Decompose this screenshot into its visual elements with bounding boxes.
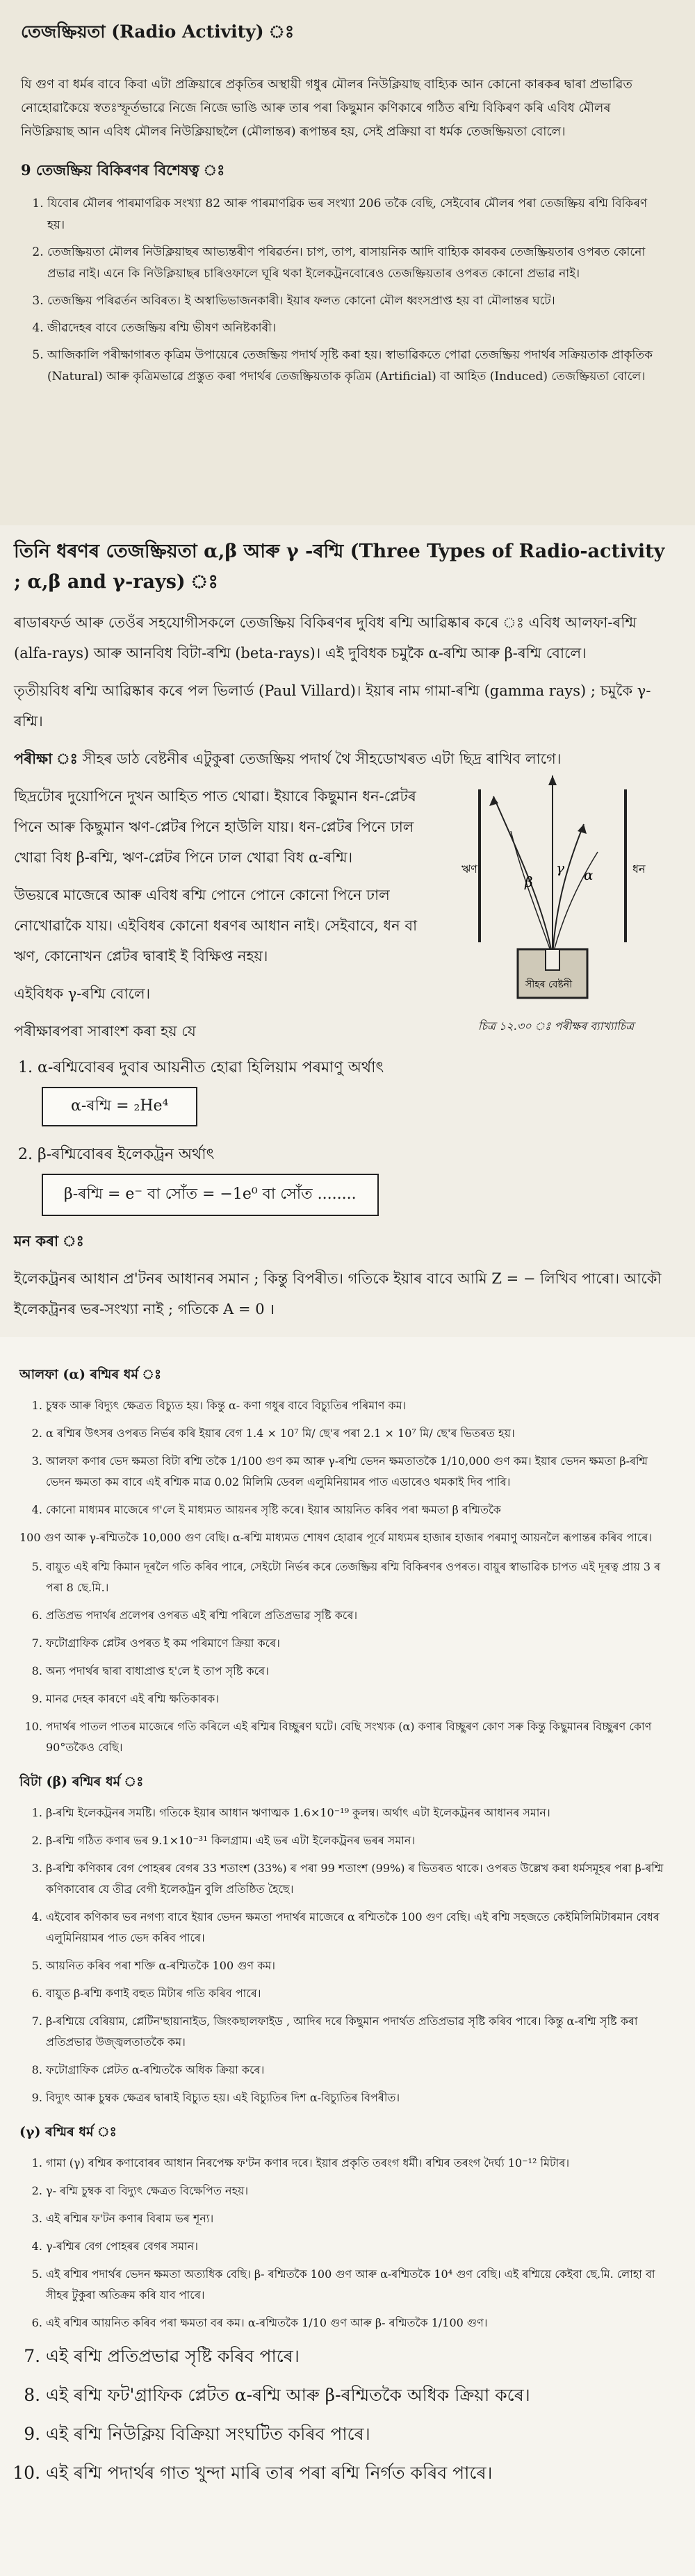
list-item: 3. আলফা কণাৰ ভেদ ক্ষমতা বিটা ৰশ্মি তকৈ 1/100 গুণ কম আৰু γ-ৰশ্মি ভেদন ক্ষমতাতকৈ 1/10,000 গুণ কম। ইয়াৰ ভেদন ক্ষমতা β-ৰশ্মি ভেদন ক্ষমতা কম বাবে এই ৰশ্মিক মাত্ৰ 0.02 মিলিমি ডেবল এলুমিনিয়ামৰ পাত এডাৰেও থমকাই দিব পাৰি।: [46, 1451, 667, 1493]
list-item: 7. এই ৰশ্মি প্ৰতিপ্ৰভাৱ সৃষ্টি কৰিব পাৰে।: [46, 2340, 667, 2372]
list-item: 8. অন্য পদাৰ্থৰ দ্বাৰা বাধাপ্ৰাপ্ত হ'লে ই তাপ সৃষ্টি কৰে।: [46, 1661, 667, 1682]
deflection-paragraph: ছিদ্ৰটোৰ দুয়োপিনে দুখন আহিত পাত থোৱা। ইয়াৰে কিছুমান ধন-প্লেটৰ পিনে আৰু কিছুমান ঋণ-প্লেটৰ পিনে হাউলি যায়। ধন-প্লেটৰ পিনে ঢাল খোৱা বিধ β-ৰশ্মি, ঋণ-প্লেটৰ পিনে ঢাল খোৱা বিধ α-ৰশ্মি।: [14, 788, 416, 866]
list-item: 5. আয়নিত কৰিব পৰা শক্তি α-ৰশ্মিতকৈ 100 গুণ কম।: [46, 1955, 667, 1976]
gamma-label: γ: [556, 860, 564, 876]
list-item: 4. এইবোৰ কণিকাৰ ভৰ নগণ্য বাবে ইয়াৰ ভেদন ক্ষমতা পদাৰ্থৰ মাজেৰে α ৰশ্মিতকৈ 100 গুণ বেছি। এই ৰশ্মি সহজতে কেইমিলিমিটাৰমান বেধৰ এলুমিনিয়ামৰ পাত ভেদ কৰিব পাৰে।: [46, 1907, 667, 1949]
beta-properties-heading: বিটা (β) ৰশ্মিৰ ধৰ্ম ঃ: [19, 1774, 144, 1789]
list-item: 9. এই ৰশ্মি নিউক্লিয় বিক্ৰিয়া সংঘটিত কৰিব পাৰে।: [46, 2418, 667, 2450]
list-item: 10. পদাৰ্থৰ পাতল পাতৰ মাজেৰে গতি কৰিলে এই ৰশ্মিৰ বিচ্ছুৰণ ঘটে। বেছি সংখ্যক (α) কণাৰ বিচ্ছুৰণ কোণ সৰু কিন্তু কিছুমানৰ বিচ্ছুৰণ কোণ 90°তকৈও বেছি।: [46, 1716, 667, 1758]
beta-equation: β-ৰশ্মি = e⁻ বা সোঁত = −1e⁰ বা সোঁত ........: [42, 1174, 379, 1216]
arrow-icon: [548, 776, 557, 785]
list-item: 4. কোনো মাধ্যমৰ মাজেৰে গ'লে ই মাধ্যমত আয়নৰ সৃষ্টি কৰে। ইয়াৰ আয়নিত কৰিব পৰা ক্ষমতা β ৰশ্মিতকৈ: [46, 1500, 667, 1520]
gamma-paragraph: এইবিধক γ-ৰশ্মি বোলে।: [14, 985, 151, 1002]
section-title: তেজষ্ক্ৰিয়তা (Radio Activity) ঃ: [21, 22, 295, 42]
list-item: 6. এই ৰশ্মিৰ আয়নিত কৰিব পৰা ক্ষমতা বৰ কম। α-ৰশ্মিতকৈ 1/10 গুণ আৰু β- ৰশ্মিতকৈ 1/100 গুণ।: [46, 2313, 667, 2333]
list-item: 6. প্ৰতিপ্ৰভ পদাৰ্থৰ প্ৰলেপৰ ওপৰত এই ৰশ্মি পৰিলে প্ৰতিপ্ৰভাৱ সৃষ্টি কৰে।: [46, 1605, 667, 1626]
list-item: 7. β-ৰশ্মিয়ে বেৰিয়াম, প্লেটিন'ছায়ানাইড, জিংকছালফাইড , আদিৰ দৰে কিছুমান পদাৰ্থত প্ৰতিপ্ৰভাৱ সৃষ্টি কৰিব পাৰে। কিন্তু α-ৰশ্মি সৃষ্টি কৰা প্ৰতিপ্ৰভাৱ উজ্জ্বলতাতকৈ কম।: [46, 2011, 667, 2053]
alpha-continuation: 100 গুণ আৰু γ-ৰশ্মিতকৈ 10,000 গুণ বেছি। α-ৰশ্মি মাধ্যমত শোষণ হোৱাৰ পূৰ্বে মাধ্যমৰ হাজাৰ হাজাৰ পৰমাণু আয়নলৈ ৰূপান্তৰ কৰিব পাৰে।: [19, 1531, 653, 1544]
list-item: 2. β-ৰশ্মি গঠিত কণাৰ ভৰ 9.1×10⁻³¹ কিলগ্ৰাম। এই ভৰ এটা ইলেকট্ৰনৰ ভৰৰ সমান।: [46, 1830, 667, 1851]
list-item: 10. এই ৰশ্মি পদাৰ্থৰ গাত খুন্দা মাৰি তাৰ পৰা ৰশ্মি নিৰ্গত কৰিব পাৰে।: [46, 2457, 667, 2489]
arrow-icon: [578, 824, 587, 834]
alpha-ray-path: [553, 824, 584, 956]
list-item: 4. γ-ৰশ্মিৰ বেগ পোহৰৰ বেগৰ সমান।: [46, 2236, 667, 2257]
list-item: 1. β-ৰশ্মি ইলেকট্ৰনৰ সমষ্টি। গতিকে ইয়াৰ আধান ঋণাত্মক 1.6×10⁻¹⁹ কুলম্ব। অৰ্থাৎ এটা ইলেকট্ৰনৰ আধানৰ সমান।: [46, 1803, 667, 1823]
list-item: 9. মানৱ দেহৰ কাৰণে এই ৰশ্মি ক্ষতিকাৰক।: [46, 1689, 667, 1709]
experiment-figure: [459, 748, 653, 1047]
list-item: 3. β-ৰশ্মি কণিকাৰ বেগ পোহৰৰ বেগৰ 33 শতাংশ (33%) ৰ পৰা 99 শতাংশ (99%) ৰ ভিতৰত থাকে। ওপৰত উল্লেখ কৰা ধৰ্মসমূহৰ পৰা β-ৰশ্মি কণিকাবোৰ যে তীব্ৰ বেগী ইলেকট্ৰন বুলি প্ৰতিষ্ঠিত হৈছে।: [46, 1858, 667, 1900]
list-item: 2. γ- ৰশ্মি চুম্বক বা বিদ্যুৎ ক্ষেত্ৰত বিক্ষেপিত নহয়।: [46, 2181, 667, 2201]
list-item: 8. ফটোগ্ৰাফিক প্লেটত α-ৰশ্মিতকৈ অধিক ক্ৰিয়া কৰে।: [46, 2060, 667, 2081]
charge-paragraph: ইলেকট্ৰনৰ আধান প্ৰ'টনৰ আধানৰ সমান ; কিন্তু বিপৰীত। গতিকে ইয়াৰ বাবে আমি Z = − লিখিব পাৰো। আকৌ ইলেকট্ৰনৰ ভৰ-সংখ্যা নাই ; গতিকে A = 0 ।: [14, 1270, 662, 1318]
three-types-title: তিনি ধৰণৰ তেজষ্ক্ৰিয়তা α,β আৰু γ -ৰশ্মি (Three Types of Radio-activity ; α,β and γ-rays) ঃ: [14, 541, 665, 593]
note-label: মন কৰা ঃ: [14, 1232, 84, 1249]
beta-properties-list: [19, 1803, 667, 2108]
undeflected-paragraph: উভয়ৰে মাজেৰে আৰু এবিধ ৰশ্মি পোনে পোনে কোনো পিনে ঢাল নোখোৱাকৈ যায়। এইবিধৰ কোনো ধৰণৰ আধান নাই। সেইবাবে, ধন বা ঋণ, কোনোখন প্লেটৰ দ্বাৰাই ই বিক্ষিপ্ত নহয়।: [14, 887, 418, 965]
villard-paragraph: তৃতীয়বিধ ৰশ্মি আৱিষ্কাৰ কৰে পল ভিলাৰ্ড (Paul Villard)। ইয়াৰ নাম গামা-ৰশ্মি (gamma rays) ; চমুকৈ γ-ৰশ্মি।: [14, 682, 651, 730]
features-list: [21, 193, 667, 388]
alpha-equation: α-ৰশ্মি = ₂He⁴: [42, 1087, 197, 1126]
experiment-label: পৰীক্ষা ঃ: [14, 750, 78, 767]
list-item: 1. গামা (γ) ৰশ্মিৰ কণাবোৰৰ আধান নিৰপেক্ষ ফ'টন কণাৰ দৰে। ইয়াৰ প্ৰকৃতি তৰংগ ধৰ্মী। ৰশ্মিৰ তৰংগ দৈৰ্ঘ্য 10⁻¹² মিটাৰ।: [46, 2153, 667, 2174]
list-item: 3. এই ৰশ্মিৰ ফ'টন কণাৰ বিৰাম ভৰ শূন্য।: [46, 2208, 667, 2229]
positive-label: ধন: [632, 862, 646, 876]
lead-slit: [546, 949, 559, 970]
beta-label: β: [525, 873, 533, 890]
properties-section: [0, 1337, 695, 2576]
list-item: 7. ফটোগ্ৰাফিক প্লেটৰ ওপৰত ই কম পৰিমাণে ক্ৰিয়া কৰে।: [46, 1633, 667, 1654]
list-item: 2. তেজষ্ক্ৰিয়তা মৌলৰ নিউক্লিয়াছৰ আভ্যন্তৰীণ পৰিৱৰ্তন। চাপ, তাপ, ৰাসায়নিক আদি বাহ্যিক কাৰকৰ তেজষ্ক্ৰিয়তাৰ ওপৰত কোনো প্ৰভাৱ নাই। এনে কি নিউক্লিয়াছৰ চাৰিওফালে ঘূৰি থকা ইলেকট্ৰনবোৰেও তেজষ্ক্ৰিয়তাৰ ওপৰত কোনো প্ৰভাৱ নাই।: [47, 242, 667, 285]
list-item: 5. বায়ুত এই ৰশ্মি কিমান দূৰলৈ গতি কৰিব পাৰে, সেইটো নিৰ্ভৰ কৰে তেজষ্ক্ৰিয় ৰশ্মি বিকিৰণৰ ওপৰত। বায়ুৰ স্বাভাৱিক চাপত এই দূৰত্ব প্ৰায় 3 ৰ পৰা 8 ছে.মি.।: [46, 1557, 667, 1598]
alpha-properties-list: [19, 1395, 667, 1520]
summary-lead: পৰীক্ষাৰপৰা সাৰাংশ কৰা হয় যে: [14, 1023, 196, 1040]
negative-label: ঋণ: [461, 862, 477, 876]
list-item: 6. বায়ুত β-ৰশ্মি কণাই বহুত মিটাৰ গতি কৰিব পাৰে।: [46, 1983, 667, 2004]
list-item: 2. α ৰশ্মিৰ উৎসৰ ওপৰত নিৰ্ভৰ কৰি ইয়াৰ বেগ 1.4 × 10⁷ মি/ ছে'ৰ পৰা 2.1 × 10⁷ মি/ ছে'ৰ ভিতৰত হয়।: [46, 1423, 667, 1444]
list-item: 5. আজিকালি পৰীক্ষাগাৰত কৃত্ৰিম উপায়েৰে তেজষ্ক্ৰিয় পদাৰ্থ সৃষ্টি কৰা হয়। স্বাভাৱিকতে পোৱা তেজষ্ক্ৰিয় পদাৰ্থৰ সক্ৰিয়তাক প্ৰাকৃতিক (Natural) আৰু কৃত্ৰিমভাৱে প্ৰস্তুত কৰা পদাৰ্থৰ তেজষ্ক্ৰিয়তাক কৃত্ৰিম (Artificial) বা আহিত (Induced) তেজষ্ক্ৰিয়তা বোলে।: [47, 345, 667, 388]
gamma-properties-list: [19, 2153, 667, 2333]
radioactivity-definition-section: [0, 0, 695, 525]
note-paragraph: [14, 1226, 674, 1256]
gamma-properties-heading: (γ) ৰশ্মিৰ ধৰ্ম ঃ: [19, 2124, 117, 2140]
alpha-label: α: [584, 867, 594, 883]
list-item: 1. যিবোৰ মৌলৰ পাৰমাণৱিক সংখ্যা 82 আৰু পাৰমাণৱিক ভৰ সংখ্যা 206 তকৈ বেছি, সেইবোৰ মৌলৰ পৰা তেজষ্ক্ৰিয় ৰশ্মি বিকিৰণ হয়।: [47, 193, 667, 236]
list-item: 8. এই ৰশ্মি ফট'গ্ৰাফিক প্লেটত α-ৰশ্মি আৰু β-ৰশ্মিতকৈ অধিক ক্ৰিয়া কৰে।: [46, 2379, 667, 2411]
alpha-properties-heading: আলফা (α) ৰশ্মিৰ ধৰ্ম ঃ: [19, 1367, 162, 1382]
symbol-paragraph: [14, 1331, 674, 1337]
figure-caption: চিত্ৰ ১২.৩০ ঃ পৰীক্ষৰ ব্যাখ্যাচিত্ৰ: [477, 1019, 635, 1033]
source-label: সীহৰ বেষ্টনী: [525, 979, 573, 990]
point-1: 1. α-ৰশ্মিবোৰৰ দুবাৰ আয়নীত হোৱা হিলিয়াম পৰমাণু অৰ্থাৎ: [18, 1059, 384, 1076]
list-item: 9. বিদ্যুৎ আৰু চুম্বক ক্ষেত্ৰৰ দ্বাৰাই বিচ্যুত হয়। এই বিচ্যুতিৰ দিশ α-বিচ্যুতিৰ বিপৰীত।: [46, 2087, 667, 2108]
list-item: 1. চুম্বক আৰু বিদ্যুৎ ক্ষেত্ৰত বিচ্যুত হয়। কিন্তু α- কণা গধুৰ বাবে বিচ্যুতিৰ পৰিমাণ কম।: [46, 1395, 667, 1416]
alpha-properties-list-2: [19, 1557, 667, 1758]
list-item: 3. তেজষ্ক্ৰিয় পৰিৱৰ্তন অবিৰত। ই অস্বাভিভাজনকাৰী। ইয়াৰ ফলত কোনো মৌল ধ্বংসপ্ৰাপ্ত হয় বা মৌলান্তৰ ঘটে।: [47, 290, 667, 312]
experiment-text: সীহৰ ডাঠ বেষ্টনীৰ এটুকুৰা তেজষ্ক্ৰিয় পদাৰ্থ থৈ সীহডোখৰত এটা ছিদ্ৰ ৰাখিব লাগে।: [82, 750, 562, 767]
gamma-properties-list-large: [19, 2340, 667, 2489]
rutherford-paragraph: ৰাডাৰফৰ্ড আৰু তেওঁৰ সহযোগীসকলে তেজষ্ক্ৰিয় বিকিৰণৰ দুবিধ ৰশ্মি আৱিষ্কাৰ কৰে ঃ এবিধ আলফা-ৰশ্মি (alfa-rays) আৰু আনবিধ বিটা-ৰশ্মি (beta-rays)। এই দুবিধক চমুকৈ α-ৰশ্মি আৰু β-ৰশ্মি বোলে।: [14, 614, 637, 662]
list-item: 5. এই ৰশ্মিৰ পদাৰ্থৰ ভেদন ক্ষমতা অত্যধিক বেছি। β- ৰশ্মিতকৈ 100 গুণ আৰু α-ৰশ্মিতকৈ 10⁴ গুণ বেছি। এই ৰশ্মিয়ে কেইবা ছে.মি. লোহা বা সীহৰ টুকুৰা অতিক্ৰম কৰি যাব পাৰে।: [46, 2264, 667, 2306]
point-2: 2. β-ৰশ্মিবোৰৰ ইলেকট্ৰন অৰ্থাৎ: [18, 1146, 215, 1163]
definition-paragraph: যি গুণ বা ধৰ্মৰ বাবে কিবা এটা প্ৰক্ৰিয়াৰে প্ৰকৃতিৰ অস্থায়ী গধুৰ মৌলৰ নিউক্লিয়াছ বাহ্যিক আন কোনো কাৰকৰ দ্বাৰা প্ৰভাৱিত নোহোৱাকৈয়ে স্বতঃস্ফূৰ্তভাৱে নিজে নিজে ভাঙি আৰু তাৰ পৰা কিছুমান কণিকাৰে গঠিত ৰশ্মি বিকিৰণ কৰি এবিধ মৌলৰ নিউক্লিয়াছ আন এবিধ মৌলৰ নিউক্লিয়াছলৈ (মৌলান্তৰ) ৰূপান্তৰ হয়, সেই প্ৰক্ৰিয়া বা ধৰ্মক তেজষ্ক্ৰিয়তা বোলে।: [21, 77, 632, 139]
three-types-section: [0, 525, 695, 1337]
features-heading: 9 তেজষ্ক্ৰিয় বিকিৰণৰ বিশেষত্ব ঃ: [21, 161, 225, 179]
experiment-diagram: [459, 748, 653, 1012]
list-item: 4. জীৱদেহৰ বাবে তেজষ্ক্ৰিয় ৰশ্মি ভীষণ অনিষ্টকাৰী।: [47, 318, 667, 339]
